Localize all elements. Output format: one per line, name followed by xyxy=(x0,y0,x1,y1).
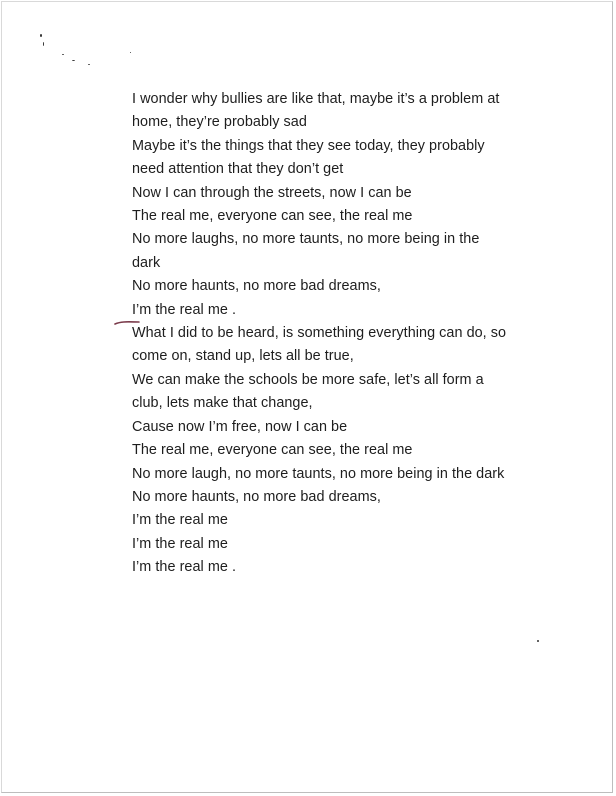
lyric-line: No more haunts, no more bad dreams, xyxy=(132,278,381,295)
lyric-line: What I did to be heard, is something everything can do, so xyxy=(132,325,507,342)
scan-speck xyxy=(88,64,90,65)
lyric-line: I’m the real me xyxy=(132,535,228,552)
lyric-line: home, they’re probably sad xyxy=(132,114,307,131)
lyric-line: I wonder why bullies are like that, maybe it’s a problem at xyxy=(132,91,500,107)
lyric-line: We can make the schools be more safe, let’s all form a xyxy=(132,371,484,388)
scanned-page xyxy=(1,1,613,793)
scan-speck xyxy=(130,52,131,53)
lyric-line: The real me, everyone can see, the real me xyxy=(132,442,413,459)
lyric-line: No more laugh, no more taunts, no more being in the dark xyxy=(132,465,505,482)
lyric-line: Maybe it’s the things that they see today, they probably xyxy=(132,137,485,154)
lyric-line: dark xyxy=(132,254,161,271)
lyric-line: The real me, everyone can see, the real me xyxy=(132,208,413,225)
scan-speck xyxy=(43,42,44,46)
lyric-line: need attention that they don’t get xyxy=(132,161,344,178)
lyric-line: come on, stand up, lets all be true, xyxy=(132,348,354,365)
lyric-line: club, lets make that change, xyxy=(132,395,313,412)
lyric-line: I’m the real me . xyxy=(132,301,237,318)
lyric-line: No more laughs, no more taunts, no more being in the xyxy=(132,231,480,248)
scan-speck xyxy=(537,640,539,642)
lyric-line: I’m the real me xyxy=(132,512,228,529)
scan-speck xyxy=(72,60,75,61)
scan-speck xyxy=(40,34,42,37)
lyrics-text xyxy=(132,88,552,580)
lyric-line: No more haunts, no more bad dreams, xyxy=(132,488,381,505)
lyric-line: Now I can through the streets, now I can be xyxy=(132,184,412,201)
lyric-line: I’m the real me . xyxy=(132,559,237,576)
lyric-line: Cause now I’m free, now I can be xyxy=(132,418,348,435)
scan-speck xyxy=(62,54,64,55)
